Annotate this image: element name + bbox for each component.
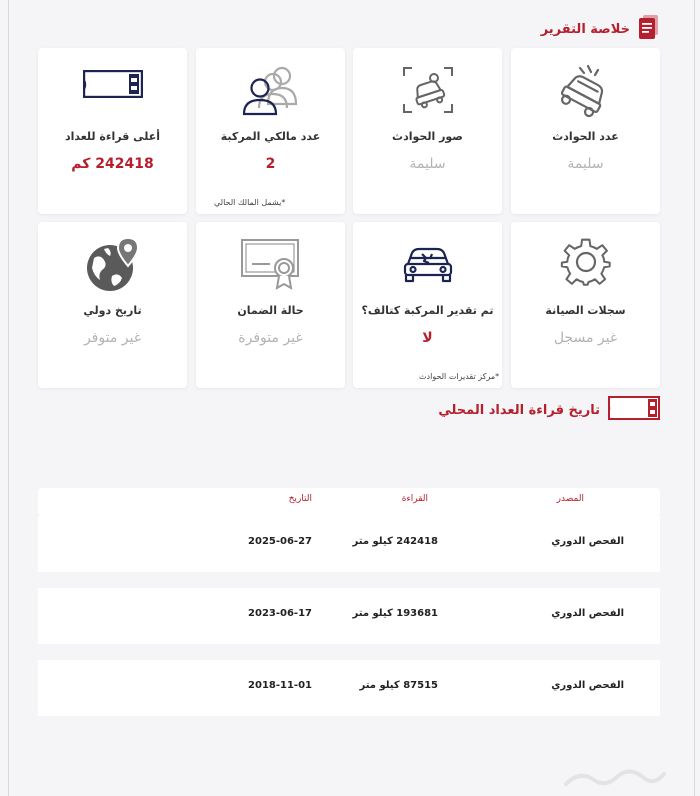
row-reading: 87515 كيلو متر — [359, 680, 438, 691]
card-maintenance — [511, 222, 660, 388]
report-document-icon — [638, 14, 660, 44]
odometer-icon — [83, 70, 143, 102]
international-label: تاريخ دولي — [83, 304, 142, 317]
row-reading: 193681 كيلو متر — [352, 608, 438, 619]
row-source: الفحص الدوري — [551, 536, 624, 547]
warranty-certificate-icon — [240, 236, 302, 296]
owners-label: عدد مالكي المركبة — [220, 130, 321, 143]
warranty-label: حالة الضمان — [237, 304, 304, 317]
car-photo-frame-icon — [400, 62, 456, 122]
maintenance-label: سجلات الصيانة — [545, 304, 626, 317]
summary-title: خلاصة التقرير — [540, 21, 630, 37]
left-border-line — [8, 0, 9, 796]
row-date: 2023-06-17 — [248, 608, 312, 619]
summary-header — [541, 14, 660, 44]
accidents-value: سليمة — [567, 156, 604, 172]
watermark-logo — [560, 764, 670, 796]
table-row — [38, 516, 660, 572]
total-loss-note: *مركز تقديرات الحوادث — [419, 372, 500, 381]
damaged-car-icon — [402, 244, 454, 288]
card-international — [38, 222, 187, 388]
column-header-date: التاريخ — [288, 494, 312, 504]
globe-pin-icon — [84, 236, 142, 298]
odometer-history-header — [438, 396, 660, 424]
card-max-odometer — [38, 48, 187, 214]
total-loss-label: تم تقدير المركبة كتالف؟ — [361, 304, 494, 317]
owners-value: 2 — [265, 156, 276, 172]
card-accidents — [511, 48, 660, 214]
total-loss-value: لا — [422, 330, 433, 346]
column-header-source: المصدر — [556, 494, 584, 504]
odometer-icon — [608, 396, 660, 424]
maintenance-value: غير مسجل — [553, 330, 618, 346]
row-date: 2018-11-01 — [248, 680, 312, 691]
right-border-line — [694, 0, 695, 796]
accidents-label: عدد الحوادث — [552, 130, 619, 143]
international-value: غير متوفر — [83, 330, 142, 346]
gear-icon — [560, 236, 612, 292]
table-row — [38, 588, 660, 644]
row-reading: 242418 كيلو متر — [352, 536, 438, 547]
owners-icon — [240, 62, 302, 122]
max-odometer-value: 242418 كم — [71, 156, 154, 172]
accident-photos-value: سليمة — [409, 156, 446, 172]
card-total-loss — [353, 222, 502, 388]
owners-note: *يشمل المالك الحالي — [214, 198, 286, 207]
row-date: 2025-06-27 — [248, 536, 312, 547]
card-owners — [196, 48, 345, 214]
accident-photos-label: صور الحوادث — [392, 130, 463, 143]
crashed-car-icon — [558, 62, 614, 122]
column-header-reading: القراءة — [401, 494, 428, 504]
row-source: الفحص الدوري — [551, 680, 624, 691]
card-accident-photos — [353, 48, 502, 214]
warranty-value: غير متوفرة — [238, 330, 303, 346]
odometer-digits — [83, 75, 87, 96]
max-odometer-label: أعلى قراءة للعداد — [64, 130, 161, 143]
odometer-history-digits — [608, 399, 611, 418]
row-source: الفحص الدوري — [551, 608, 624, 619]
odometer-history-title: تاريخ قراءة العداد المحلي — [438, 402, 600, 418]
card-warranty — [196, 222, 345, 388]
odometer-table-header — [38, 488, 660, 516]
table-row — [38, 660, 660, 716]
